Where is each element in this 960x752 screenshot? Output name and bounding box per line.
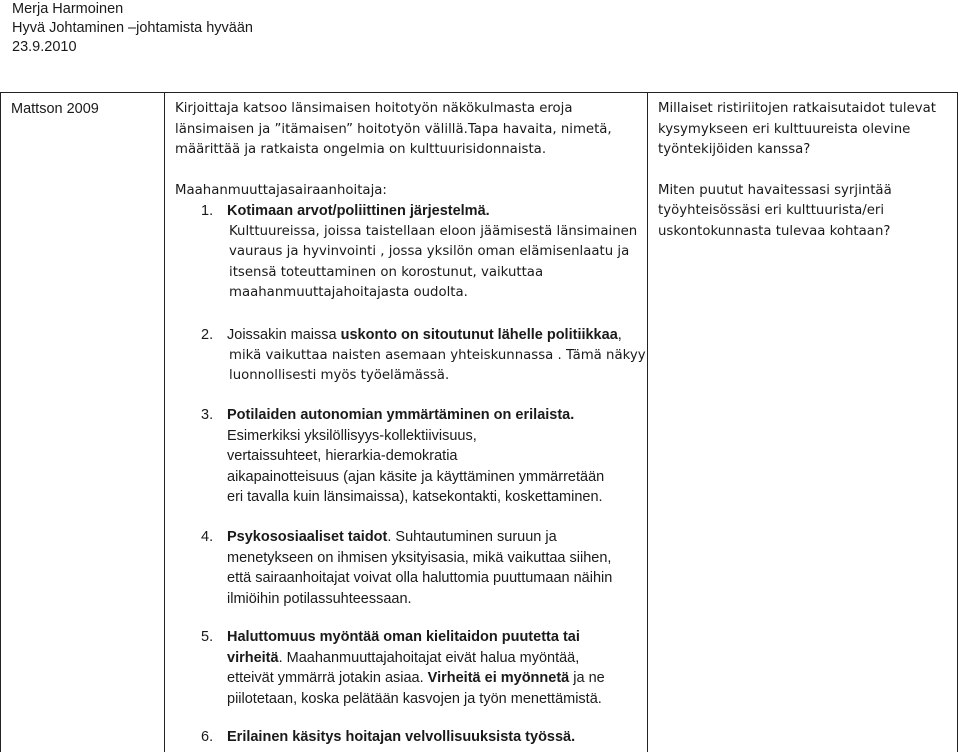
item-line: piilotetaan, koska pelätään kasvojen ja työn menettämistä. — [227, 690, 602, 707]
item-emphasis: uskonto on sitoutunut lähelle politiikkaa — [340, 327, 618, 343]
item-line: vertaissuhteet, hierarkia-demokratia — [227, 448, 458, 464]
intro-line: määrittää ja ratkaista ongelmia on kulttuurisidonnaista. — [175, 142, 547, 157]
item-line: Esimerkiksi yksilöllisyys-kollektiivisuus, — [227, 427, 477, 444]
item-number: 6. — [201, 729, 214, 745]
document-title: Hyvä Johtaminen –johtamista hyvään — [12, 20, 253, 36]
question-block — [658, 99, 948, 161]
question-line: työntekijöiden kanssa? — [658, 142, 811, 157]
document-header — [12, 0, 253, 57]
item-text: Joissakin maissa — [227, 327, 341, 343]
intro-paragraph — [175, 99, 612, 161]
item-line: että sairaanhoitajat voivat olla haluttomia puuttumaan näihin — [227, 570, 613, 586]
item-emphasis: Virheitä ei myönnetä — [427, 670, 570, 686]
item-number: 5. — [201, 629, 214, 645]
list-item — [201, 405, 604, 508]
item-line: Kulttuureissa, joissa taistellaan eloon jäämisestä länsimainen — [229, 223, 638, 239]
item-title: Haluttomuus myöntää oman kielitaidon puutetta tai — [227, 629, 580, 645]
column-divider — [647, 93, 648, 752]
list-item: 5. Haluttomuus myöntää oman kielitaidon puutetta tai virheitä. Maahanmuuttajahoitajat eivät halua myöntää, etteivät ymmärrä jotakin asiaa. Virheitä ei myönnetä ja ne piilotetaan, koska pelätään kasvojen ja työn menettämistä. — [201, 627, 605, 709]
list-item — [201, 727, 575, 748]
item-number: 4. — [201, 529, 214, 545]
item-line: menetykseen on ihmisen yksityisasia, mikä vaikuttaa siihen, — [227, 549, 612, 566]
document-date: 23.9.2010 — [12, 39, 77, 55]
list-item: 4. Psykososiaaliset taidot. Suhtautuminen suruun ja menetykseen on ihmisen yksityisasia, mikä vaikuttaa siihen, että sairaanhoitajat voivat olla haluttomia puuttumaan näihin ilmiöihin potilassuhteessaan. — [201, 527, 612, 609]
question-line: Millaiset ristiriitojen ratkaisutaidot tulevat — [658, 101, 936, 116]
item-line: vauraus ja hyvinvointi , jossa yksilön oman elämisenlaatu ja — [229, 244, 630, 259]
item-title: Potilaiden autonomian ymmärtäminen on erilaista. — [227, 407, 575, 423]
content-table — [0, 92, 958, 752]
item-line: ilmiöihin potilassuhteessaan. — [227, 590, 412, 607]
item-title: Kotimaan arvot/poliittinen järjestelmä. — [227, 203, 490, 219]
item-emphasis: virheitä — [227, 649, 279, 666]
list-item — [201, 201, 637, 304]
item-number: 1. — [201, 203, 214, 219]
item-line: aikapainotteisuus (ajan käsite ja käyttäminen ymmärretään — [227, 468, 605, 485]
item-line: itsensä toteuttaminen on korostunut, vaikuttaa — [229, 264, 544, 280]
source-cell — [11, 99, 159, 120]
source-reference: Mattson 2009 — [11, 101, 99, 117]
question-line: työyhteisössäsi eri kulttuurista/eri — [658, 203, 885, 218]
item-line: mikä vaikuttaa naisten asemaan yhteiskunnassa . Tämä näkyy — [229, 347, 646, 363]
item-line: luonnollisesti myös työelämässä. — [229, 368, 450, 383]
item-number: 2. — [201, 327, 214, 343]
item-title: Erilainen käsitys hoitajan velvollisuuksista työssä. — [227, 729, 576, 745]
column-divider — [164, 93, 165, 752]
item-line: maahanmuuttajahoitajasta oudolta. — [229, 285, 468, 300]
description-cell — [175, 99, 645, 749]
question-line: Miten puutut havaitessasi syrjintää — [658, 182, 892, 198]
question-line: kysymykseen eri kulttuureista olevine — [658, 121, 911, 137]
item-title: Psykososiaaliset taidot — [227, 529, 388, 545]
intro-line: Kirjoittaja katsoo länsimaisen hoitotyön näkökulmasta eroja — [175, 101, 573, 116]
item-number: 3. — [201, 407, 214, 423]
question-block — [658, 181, 948, 243]
subheading: Maahanmuuttajasairaanhoitaja: — [175, 183, 387, 198]
item-line: eri tavalla kuin länsimaissa), katsekontakti, koskettaminen. — [227, 489, 603, 505]
author-name: Merja Harmoinen — [12, 1, 124, 17]
list-item: 2. Joissakin maissa uskonto on sitoutunut lähelle politiikkaa, mikä vaikuttaa naisten asemaan yhteiskunnassa . Tämä näkyy luonnollisesti myös työelämässä. — [201, 325, 646, 387]
questions-cell — [658, 99, 948, 242]
question-line: uskontokunnasta tulevaa kohtaan? — [658, 223, 891, 239]
intro-line: länsimaisen ja ”itämaisen” hoitotyön välillä.Tapa havaita, nimetä, — [175, 121, 612, 137]
